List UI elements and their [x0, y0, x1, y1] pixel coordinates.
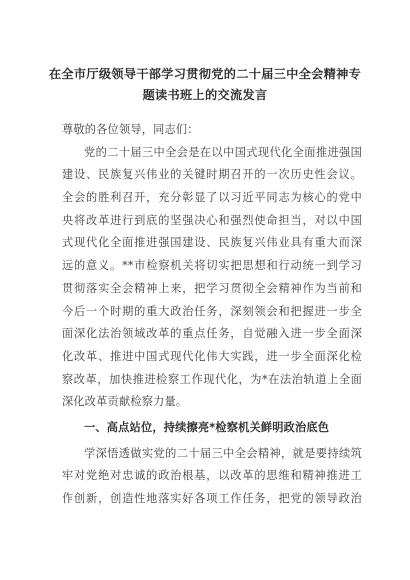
document-title [48, 64, 362, 106]
section-heading-1: 一、高点站位，持续擦亮*检察机关鲜明政治底色 [84, 420, 330, 434]
paragraph-line: 面深化法治领域改革的重点任务，自觉融入进一步全面深 [62, 327, 362, 341]
paragraph-line: 党的二十届三中全会是在以中国式现代化全面推进强国 [84, 145, 362, 159]
paragraph-1 [62, 142, 362, 414]
paragraph-line: 建设、民族复兴伟业的关键时期召开的一次历史性会议。 [62, 168, 362, 182]
paragraph-line: 今后一个时期的重大政治任务，深刻领会和把握进一步全 [62, 304, 362, 318]
paragraph-line: 学深悟透做实党的二十届三中全会精神，就是要持续筑 [84, 446, 362, 460]
title-line-1: 在全市厅级领导干部学习贯彻党的二十届三中全会精神专 [48, 67, 362, 81]
paragraph-2 [62, 443, 362, 511]
paragraph-line: 全会的胜利召开，充分彰显了以习近平同志为核心的党中 [62, 191, 362, 205]
paragraph-line: 贯彻落实全会精神上来，把学习贯彻全会精神作为当前和 [62, 281, 362, 295]
paragraph-line: 察改革，加快推进检察工作现代化，为*在法治轨道上全面 [62, 372, 362, 386]
paragraph-line: 作创新，创造性地落实好各项工作任务，把党的领导政治 [62, 492, 362, 505]
paragraph-line: 牢对党绝对忠诚的政治根基，以改革的思维和精神推进工 [62, 469, 362, 483]
title-line-2: 题读书班上的交流发言 [142, 88, 268, 102]
salutation: 尊敬的各位领导，同志们： [62, 123, 199, 136]
paragraph-line: 式现代化全面推进强国建设、民族复兴伟业具有重大而深 [62, 236, 362, 250]
paragraph-line: 深化改革贡献检察力量。 [62, 395, 188, 409]
document-body [62, 119, 362, 511]
paragraph-line: 化改革、推进中国式现代化伟大实践，进一步全面深化检 [62, 349, 362, 363]
paragraph-line: 央将改革进行到底的坚强决心和强烈使命担当，对以中国 [62, 213, 362, 227]
paragraph-line: 远的意义。**市检察机关将切实把思想和行动统一到学习 [62, 259, 362, 273]
